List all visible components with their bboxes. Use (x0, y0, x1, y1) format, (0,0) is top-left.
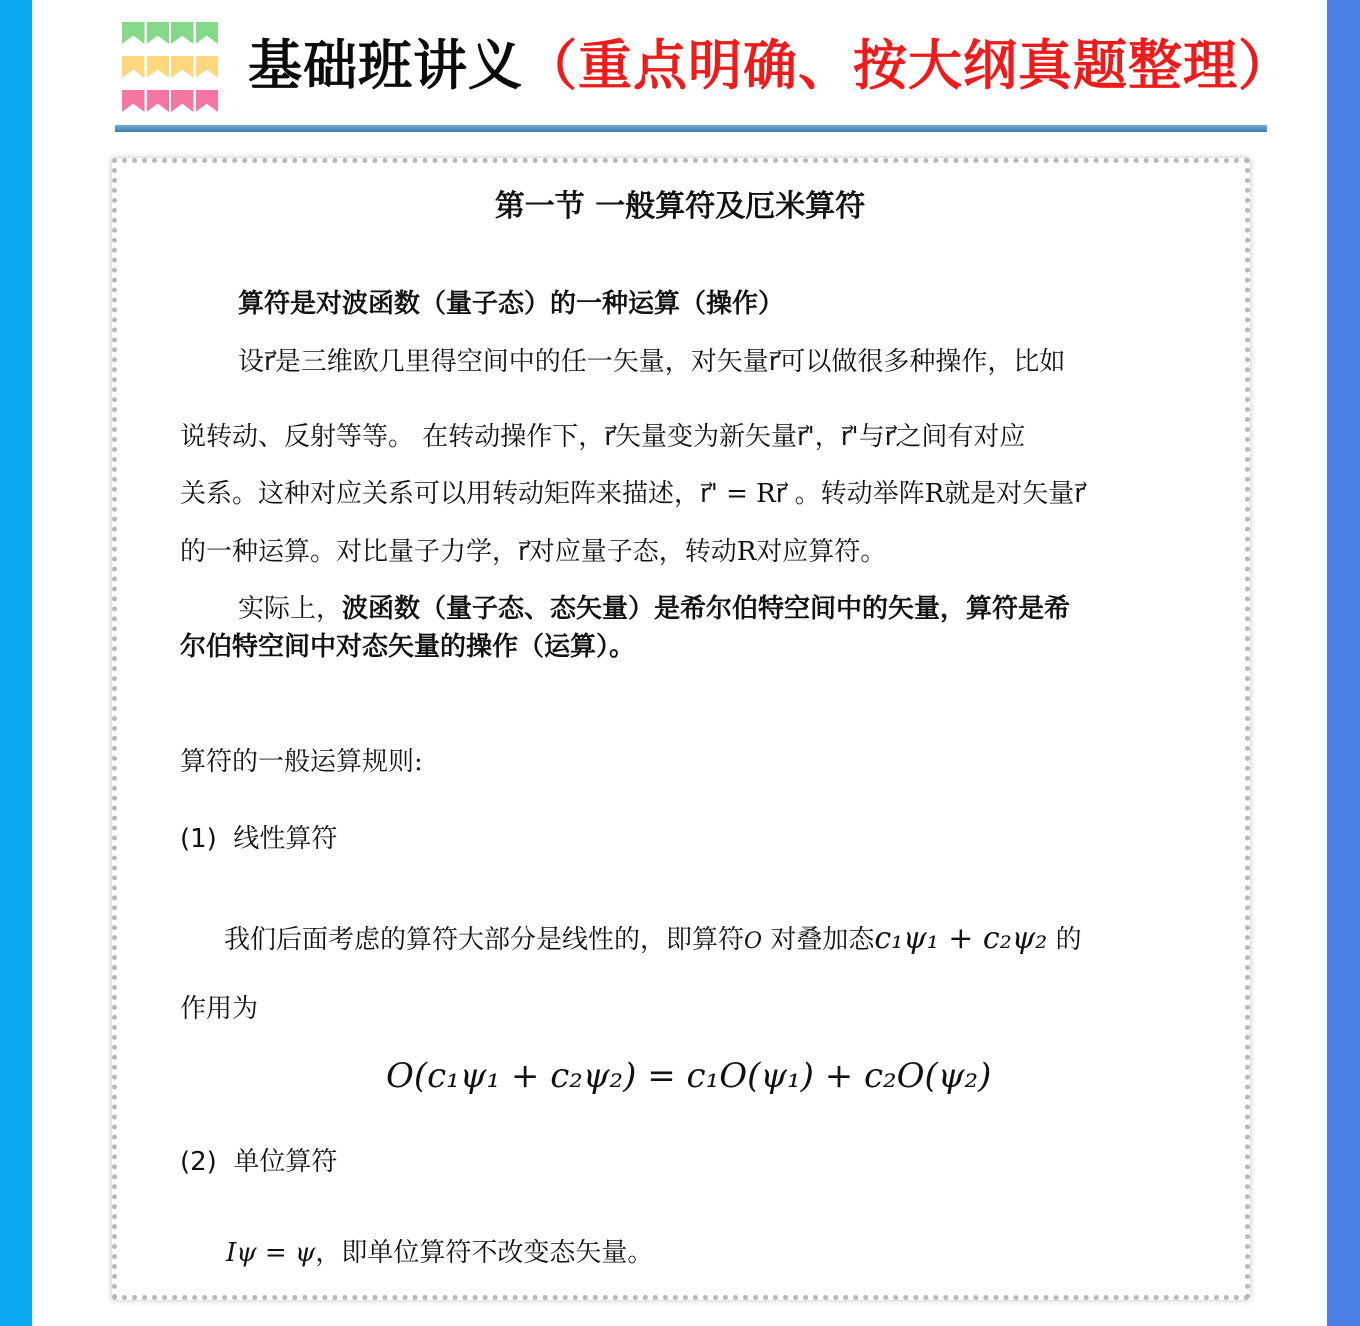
rules-heading: 算符的一般运算规则: (180, 747, 423, 777)
linear-text-c: 的 (1055, 925, 1082, 955)
operator-definition: 算符是对波函数（量子态）的一种运算（操作） (238, 289, 785, 319)
paragraph2-bold-1: 波函数（量子态、态矢量）是希尔伯特空间中的矢量，算符是希 (342, 594, 1071, 624)
paragraph1-line1: 设r⃗是三维欧几里得空间中的任一矢量，对矢量r⃗可以做很多种操作，比如 (238, 347, 1066, 377)
unit-operator-line (226, 1236, 653, 1270)
linear-line1 (224, 922, 1082, 959)
linear-line2: 作用为 (180, 994, 259, 1024)
paragraph2-line2: 尔伯特空间中对态矢量的操作（运算）。 (180, 632, 636, 662)
operator-o: O (744, 929, 763, 954)
unit-operator-text: ，即单位算符不改变态矢量。 (315, 1238, 654, 1268)
linear-text-b: 对叠加态 (770, 925, 875, 955)
header-subtitle: （重点明确、按大纲真题整理） (523, 34, 1293, 97)
item-1-label: 线性算符 (233, 824, 338, 854)
item-2-number: (2) (180, 1147, 217, 1177)
item-1-number: (1) (180, 824, 217, 854)
paragraph1-line2: 说转动、反射等等。 在转动操作下，r⃗矢量变为新矢量r⃗'，r⃗'与r⃗之间有对应 (180, 422, 1026, 452)
header-main-title: 基础班讲义 (248, 34, 523, 97)
section-title: 第一节 一般算符及厄米算符 (494, 189, 866, 224)
paragraph1-line4: 的一种运算。对比量子力学，r⃗对应量子态，转动R对应算符。 (180, 537, 887, 567)
unit-operator-math: Iψ = ψ (226, 1238, 316, 1268)
item-1-heading (180, 822, 337, 856)
linear-text-a: 我们后面考虑的算符大部分是线性的，即算符 (224, 925, 745, 955)
paragraph2-line1 (238, 592, 1070, 626)
linear-formula: O(c₁ψ₁ + c₂ψ₂) = c₁O(ψ₁) + c₂O(ψ₂) (386, 1056, 992, 1096)
paragraph2-prefix: 实际上， (238, 594, 343, 624)
paragraph1-line3: 关系。这种对应关系可以用转动矩阵来描述，r⃗' = Rr⃗ 。转动举阵R就是对矢量r⃗ (180, 479, 1085, 509)
item-2-heading (180, 1145, 337, 1179)
superposition-math: c₁ψ₁ + c₂ψ₂ (874, 921, 1048, 956)
item-2-label: 单位算符 (233, 1147, 338, 1177)
